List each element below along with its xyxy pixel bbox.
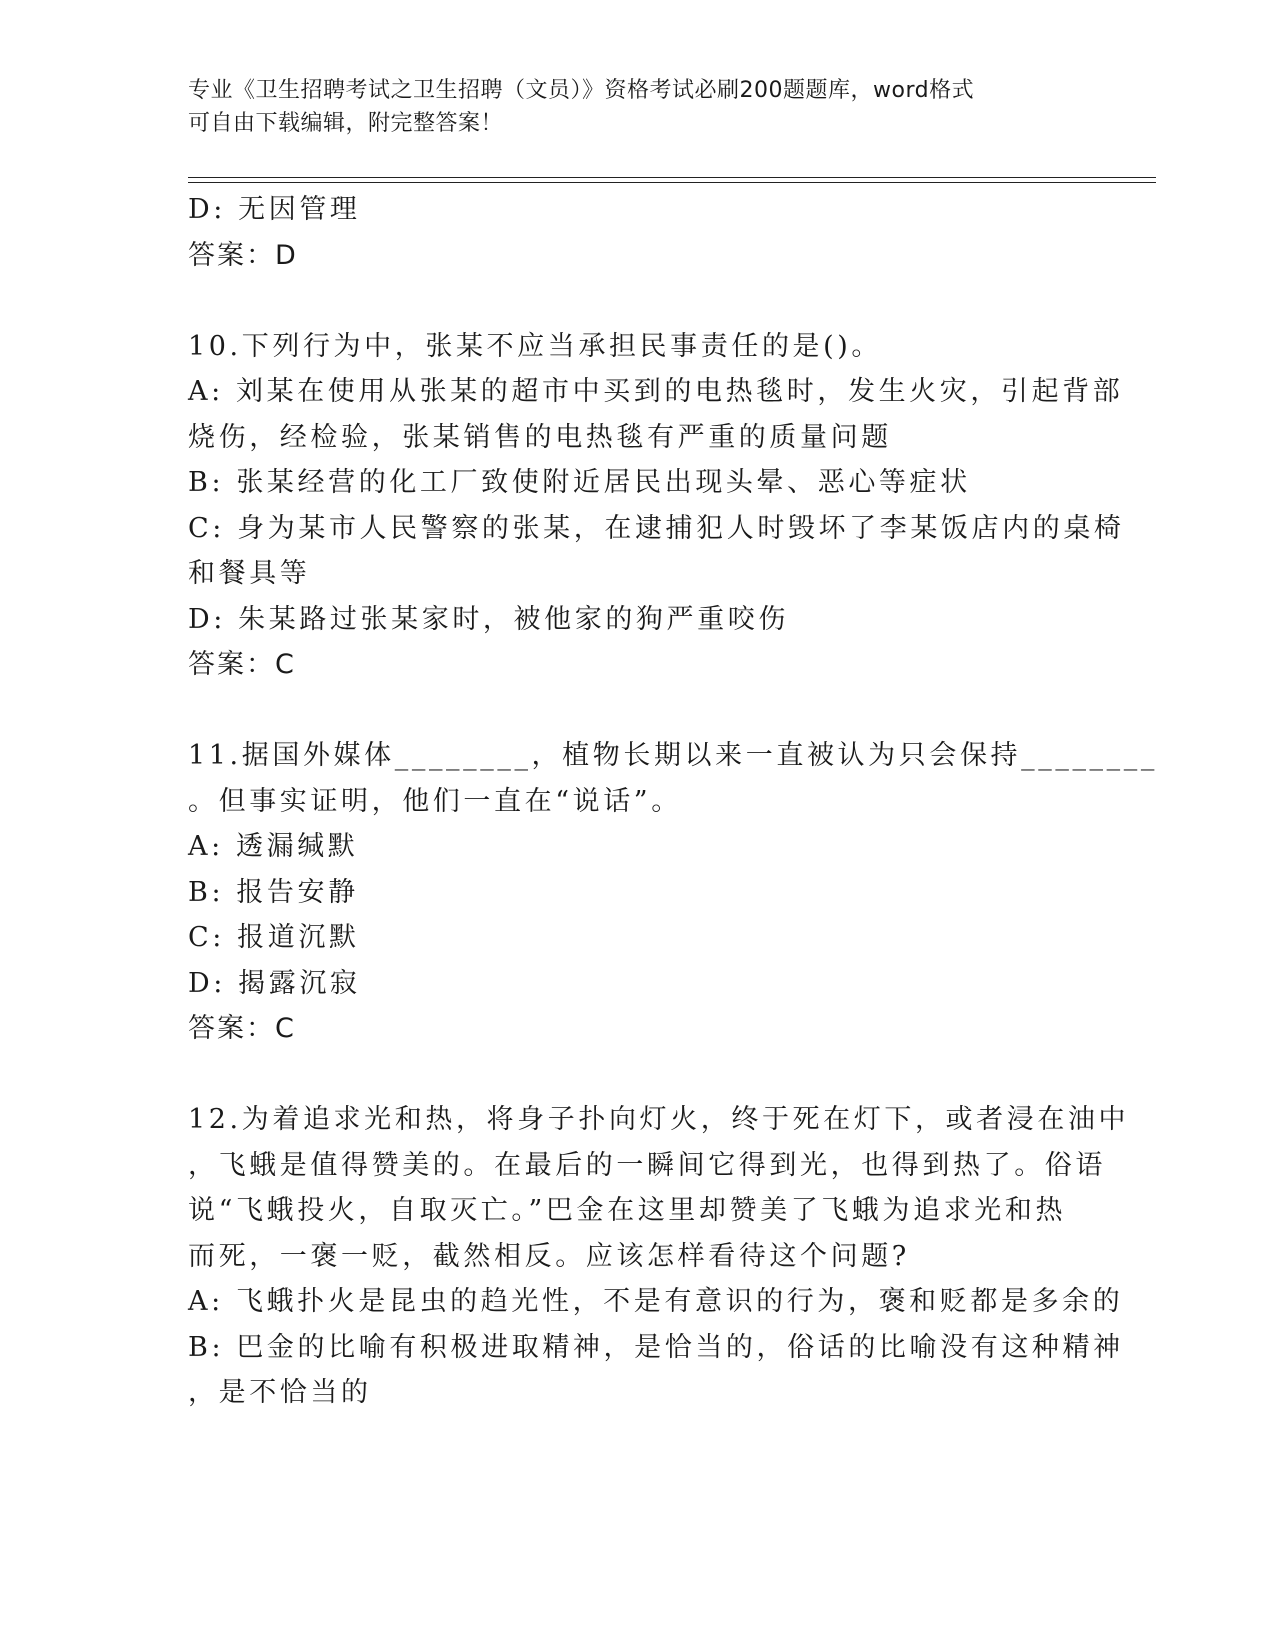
question-stem: 11.据国外媒体________，植物长期以来一直被认为只会保持________ bbox=[188, 740, 1158, 771]
document-body bbox=[188, 187, 1158, 1416]
spacer bbox=[188, 688, 1083, 734]
question-stem-continued: 而死，一褒一贬，截然相反。应该怎样看待这个问题? bbox=[188, 1240, 910, 1272]
option-b: B: 巴金的比喻有积极进取精神，是恰当的，俗话的比喻没有这种精神 bbox=[188, 1331, 1124, 1363]
question-stem-continued: ，飞蛾是值得赞美的。在最后的一瞬间它得到光，也得到热了。俗语 bbox=[188, 1149, 1106, 1181]
question-12 bbox=[188, 1097, 1130, 1416]
question-stem: 10.下列行为中，张某不应当承担民事责任的是()。 bbox=[188, 330, 883, 362]
header-line-1: 专业《卫生招聘考试之卫生招聘（文员）》资格考试必刷200题题库，word格式 bbox=[188, 78, 975, 103]
option-a: A: 刘某在使用从张某的超市中买到的电热毯时，发生火灾，引起背部 bbox=[188, 376, 1124, 407]
option-b-continued: ，是不恰当的 bbox=[188, 1377, 372, 1408]
option-a: A: 飞蛾扑火是昆虫的趋光性，不是有意识的行为，褒和贬都是多余的 bbox=[188, 1286, 1124, 1317]
header-line-2: 可自由下载编辑，附完整答案！ bbox=[188, 111, 504, 136]
question-11 bbox=[188, 733, 1158, 1052]
question-stem: 12.为着追求光和热，将身子扑向灯火，终于死在灯下，或者浸在油中 bbox=[188, 1104, 1130, 1135]
question-10 bbox=[188, 324, 1125, 688]
answer: 答案：C bbox=[188, 1013, 296, 1044]
option-a-continued: 烧伤，经检验，张某销售的电热毯有严重的质量问题 bbox=[188, 421, 892, 453]
option-c-continued: 和餐具等 bbox=[188, 558, 311, 589]
option-b: B: 张某经营的化工厂致使附近居民出现头晕、恶心等症状 bbox=[188, 467, 971, 498]
option-d: D: 揭露沉寂 bbox=[188, 967, 361, 999]
option-a: A: 透漏缄默 bbox=[188, 831, 359, 862]
prev-answer: 答案：D bbox=[188, 239, 298, 271]
option-b: B: 报告安静 bbox=[188, 876, 359, 908]
prev-option-d: D: 无因管理 bbox=[188, 194, 361, 225]
document-header bbox=[188, 74, 1088, 140]
answer: 答案：C bbox=[188, 649, 296, 680]
spacer bbox=[188, 1052, 1083, 1098]
spacer bbox=[188, 278, 1083, 324]
option-c: C: 身为某市人民警察的张某，在逮捕犯人时毁坏了李某饭店内的桌椅 bbox=[188, 512, 1125, 544]
option-c: C: 报道沉默 bbox=[188, 922, 360, 953]
option-d: D: 朱某路过张某家时，被他家的狗严重咬伤 bbox=[188, 603, 789, 635]
question-stem-continued: 说“飞蛾投火，自取灭亡。”巴金在这里却赞美了飞蛾为追求光和热 bbox=[188, 1195, 1067, 1226]
question-stem-continued: 。但事实证明，他们一直在“说话”。 bbox=[188, 785, 682, 817]
header-double-rule bbox=[188, 177, 1156, 183]
